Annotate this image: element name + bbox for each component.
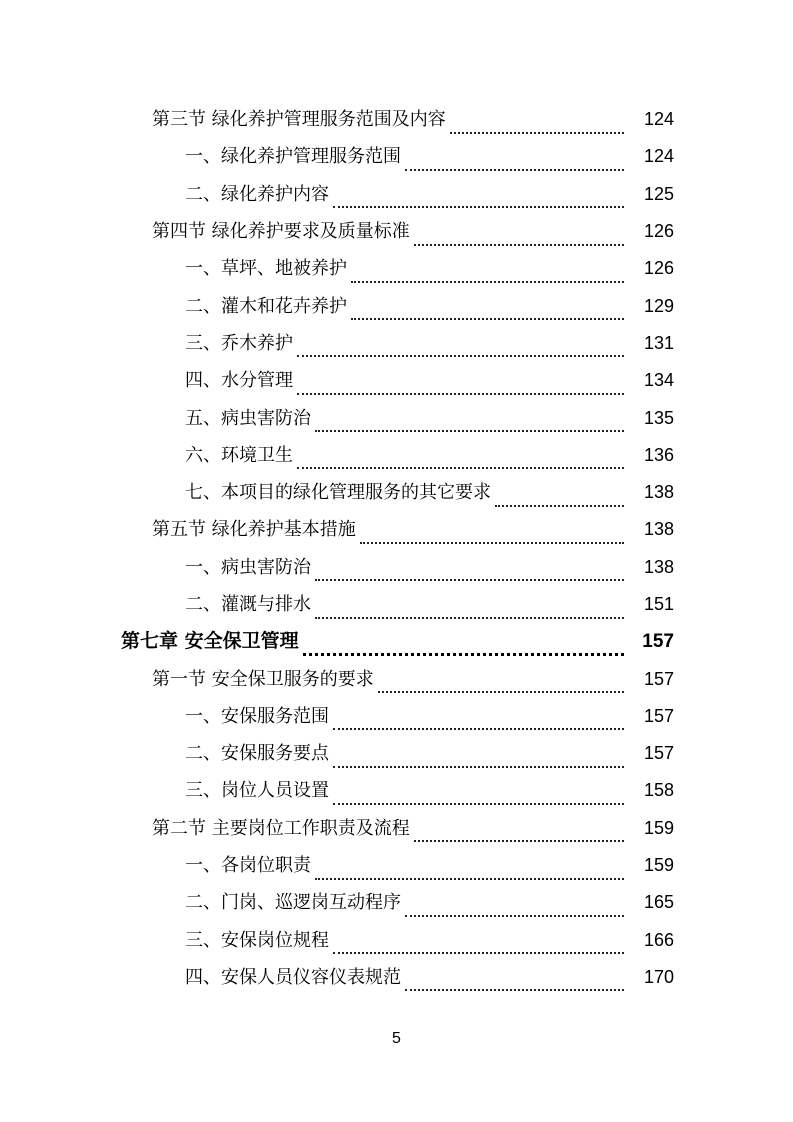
toc-entry-page: 136	[643, 444, 674, 465]
toc-item-row[interactable]	[0, 884, 793, 921]
dot-leader	[351, 298, 624, 320]
dot-leader	[315, 410, 624, 432]
toc-entry-page: 159	[643, 855, 674, 876]
toc-entry-page: 124	[643, 146, 674, 167]
toc-entry-page: 135	[643, 407, 674, 428]
dot-leader	[315, 597, 624, 619]
toc-entry-title: 一、安保服务范围	[185, 705, 329, 727]
toc-entry-title: 七、本项目的绿化管理服务的其它要求	[185, 482, 491, 504]
dot-leader	[315, 858, 624, 880]
toc-entry-title: 三、岗位人员设置	[185, 780, 329, 802]
toc-entry-page: 124	[643, 109, 674, 130]
toc-entry-page: 134	[643, 370, 674, 391]
dot-leader	[405, 149, 624, 171]
table-of-contents	[0, 101, 793, 996]
dot-leader	[315, 559, 624, 581]
toc-entry-page: 165	[643, 892, 674, 913]
toc-item-row[interactable]	[0, 847, 793, 884]
dot-leader	[414, 820, 624, 842]
toc-entry-page: 157	[643, 668, 674, 689]
dot-leader	[333, 746, 624, 768]
toc-entry-title: 三、乔木养护	[185, 332, 293, 354]
toc-entry-page: 126	[643, 258, 674, 279]
toc-entry-title: 第七章 安全保卫管理	[121, 630, 299, 653]
toc-entry-page: 138	[643, 482, 674, 503]
toc-chapter-row[interactable]	[0, 623, 793, 660]
dot-leader	[414, 224, 624, 246]
toc-entry-title: 第二节 主要岗位工作职责及流程	[152, 817, 410, 839]
toc-entry-title: 一、草坪、地被养护	[185, 258, 347, 280]
dot-leader	[333, 708, 624, 730]
page-number: 5	[392, 1030, 401, 1047]
toc-entry-page: 157	[643, 705, 674, 726]
dot-leader	[405, 895, 624, 917]
toc-entry-page: 125	[643, 183, 674, 204]
toc-entry-title: 五、病虫害防治	[185, 407, 311, 429]
dot-leader	[333, 932, 624, 954]
toc-section-row[interactable]	[0, 810, 793, 847]
toc-entry-page: 151	[643, 594, 674, 614]
dot-leader	[450, 112, 624, 134]
toc-entry-page: 138	[643, 519, 674, 540]
toc-entry-title: 第四节 绿化养护要求及质量标准	[152, 221, 410, 243]
toc-entry-title: 三、安保岗位规程	[185, 929, 329, 951]
toc-entry-title: 第一节 安全保卫服务的要求	[152, 668, 374, 690]
toc-item-row[interactable]	[0, 772, 793, 809]
toc-entry-page: 159	[643, 817, 674, 838]
toc-entry-title: 四、水分管理	[185, 370, 293, 392]
dot-leader	[405, 969, 624, 991]
toc-entry-title: 二、门岗、巡逻岗互动程序	[185, 892, 401, 914]
toc-entry-page: 138	[643, 556, 674, 577]
toc-entry-title: 一、病虫害防治	[185, 556, 311, 578]
toc-entry-title: 六、环境卫生	[185, 444, 293, 466]
toc-item-row[interactable]	[0, 698, 793, 735]
toc-item-row[interactable]	[0, 549, 793, 586]
toc-entry-title: 二、灌木和花卉养护	[185, 295, 347, 317]
toc-item-row[interactable]	[0, 362, 793, 399]
toc-section-row[interactable]	[0, 101, 793, 138]
toc-entry-page: 157	[642, 631, 674, 653]
toc-entry-page: 170	[643, 966, 674, 987]
toc-entry-page: 166	[643, 929, 674, 950]
toc-entry-title: 一、绿化养护管理服务范围	[185, 146, 401, 168]
toc-item-row[interactable]	[0, 138, 793, 175]
toc-entry-page: 131	[643, 332, 674, 353]
toc-entry-title: 四、安保人员仪容仪表规范	[185, 966, 401, 988]
dot-leader	[303, 633, 624, 656]
toc-entry-page: 126	[643, 221, 674, 242]
toc-item-row[interactable]	[0, 735, 793, 772]
toc-item-row[interactable]	[0, 437, 793, 474]
toc-section-row[interactable]	[0, 213, 793, 250]
toc-entry-title: 第三节 绿化养护管理服务范围及内容	[152, 109, 446, 131]
toc-item-row[interactable]	[0, 959, 793, 996]
toc-entry-title: 二、绿化养护内容	[185, 183, 329, 205]
dot-leader	[351, 261, 624, 283]
toc-item-row[interactable]	[0, 922, 793, 959]
toc-item-row[interactable]	[0, 586, 793, 623]
toc-entry-title: 二、安保服务要点	[185, 743, 329, 765]
toc-entry-title: 第五节 绿化养护基本措施	[152, 519, 356, 541]
dot-leader	[360, 522, 624, 544]
toc-section-row[interactable]	[0, 511, 793, 548]
dot-leader	[378, 671, 624, 693]
dot-leader	[297, 447, 624, 469]
dot-leader	[333, 186, 624, 208]
toc-entry-page: 158	[643, 780, 674, 801]
toc-item-row[interactable]	[0, 250, 793, 287]
toc-item-row[interactable]	[0, 399, 793, 436]
toc-item-row[interactable]	[0, 474, 793, 511]
dot-leader	[297, 373, 624, 395]
toc-item-row[interactable]	[0, 176, 793, 213]
toc-item-row[interactable]	[0, 325, 793, 362]
dot-leader	[297, 335, 624, 357]
dot-leader	[333, 783, 624, 805]
toc-section-row[interactable]	[0, 660, 793, 697]
toc-entry-title: 一、各岗位职责	[185, 855, 311, 877]
toc-item-row[interactable]	[0, 287, 793, 324]
dot-leader	[495, 485, 624, 507]
toc-entry-page: 129	[643, 295, 674, 316]
toc-entry-title: 二、灌溉与排水	[185, 594, 311, 615]
toc-entry-page: 157	[643, 743, 674, 764]
